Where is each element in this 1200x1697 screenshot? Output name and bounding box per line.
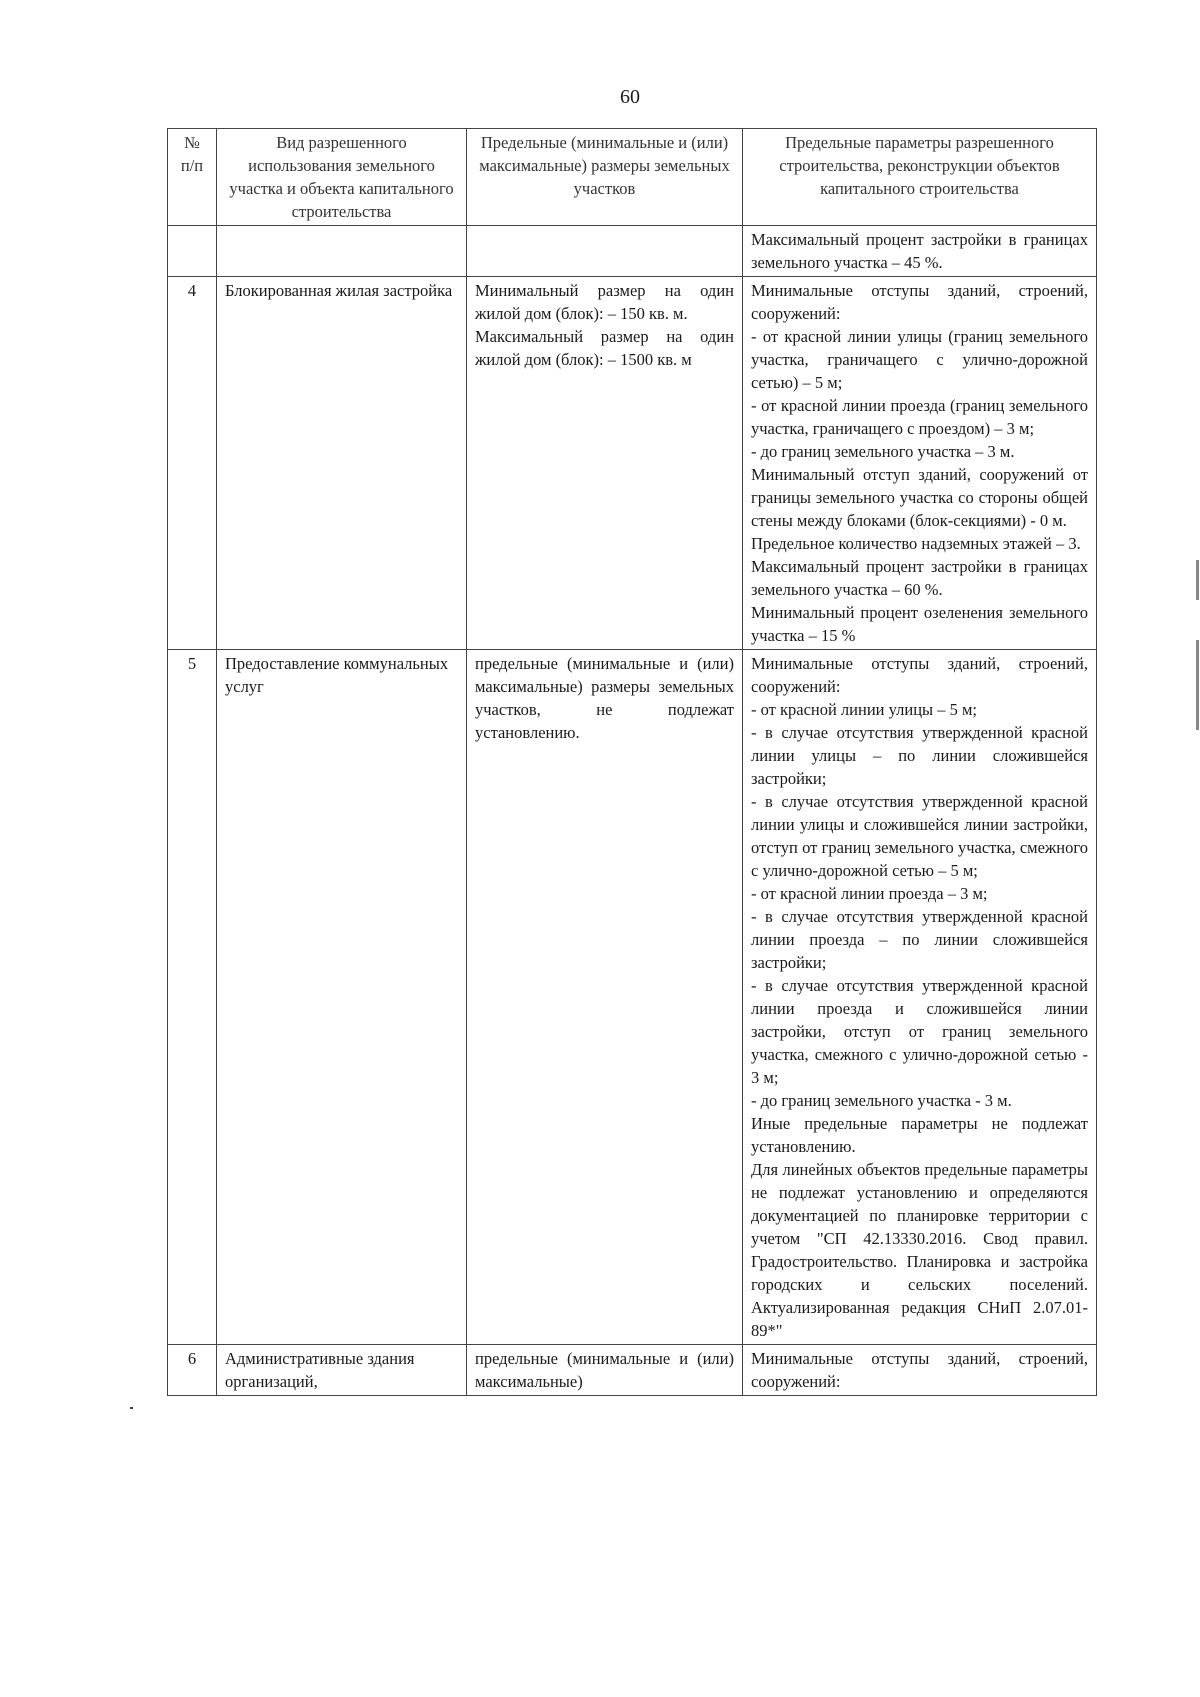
param-line: - от красной линии улицы – 5 м; — [751, 700, 978, 719]
table-row — [168, 277, 1097, 650]
page-number: 60 — [620, 86, 640, 108]
param-line: - до границ земельного участка - 3 м. — [751, 1091, 1012, 1110]
row-use-type — [217, 226, 467, 277]
param-line: Минимальные отступы зданий, строений, сооружений: — [751, 281, 1088, 323]
row-number: 6 — [168, 1345, 217, 1396]
header-plot-sizes: Предельные (минимальные и (или) максимальные) размеры земельных участков — [467, 129, 743, 226]
scan-speck — [130, 1407, 133, 1409]
table-row — [168, 650, 1097, 1345]
row-parameters — [743, 277, 1097, 650]
param-line: Иные предельные параметры не подлежат установлению. — [751, 1114, 1088, 1156]
table-row — [168, 226, 1097, 277]
param-line: Максимальный процент застройки в границах земельного участка – 60 %. — [751, 557, 1088, 599]
regulations-table — [167, 128, 1097, 1396]
header-use-type: Вид разрешенного использования земельного участка и объекта капитального строительства — [217, 129, 467, 226]
param-line: Максимальный процент застройки в границах земельного участка – 45 %. — [751, 230, 1088, 272]
row-number — [168, 226, 217, 277]
size-line: предельные (минимальные и (или) максимальные) — [475, 1349, 734, 1391]
scan-edge-mark — [1196, 640, 1199, 730]
param-line: Предельное количество надземных этажей – 3. — [751, 534, 1081, 553]
row-parameters — [743, 226, 1097, 277]
row-plot-sizes — [467, 1345, 743, 1396]
param-line: Для линейных объектов предельные параметры не подлежат установлению и определяются документацией по планировке территории с учетом "СП 42.13330.2016. Свод правил. Градостроительство. Планировка и застройка городских и сельских поселений. Актуализированная редакция СНиП 2.07.01-89*" — [751, 1160, 1088, 1340]
row-plot-sizes — [467, 226, 743, 277]
param-line: Минимальный процент озеленения земельного участка – 15 % — [751, 603, 1088, 645]
size-line: Минимальный размер на один жилой дом (блок): – 150 кв. м. — [475, 281, 734, 323]
row-number: 4 — [168, 277, 217, 650]
scan-edge-mark — [1196, 560, 1199, 600]
table-header-row — [168, 129, 1097, 226]
param-line: - от красной линии улицы (границ земельного участка, граничащего с улично-дорожной сетью) – 5 м; — [751, 327, 1088, 392]
param-line: Минимальный отступ зданий, сооружений от границы земельного участка со стороны общей стены между блоками (блок-секциями) - 0 м. — [751, 465, 1088, 530]
header-number: № п/п — [168, 129, 217, 226]
size-line: предельные (минимальные и (или) максимальные) размеры земельных участков, не подлежат установлению. — [475, 654, 734, 742]
row-parameters — [743, 650, 1097, 1345]
table-row — [168, 1345, 1097, 1396]
row-number: 5 — [168, 650, 217, 1345]
param-line: - от красной линии проезда – 3 м; — [751, 884, 988, 903]
row-parameters — [743, 1345, 1097, 1396]
param-line: - от красной линии проезда (границ земельного участка, граничащего с проездом) – 3 м; — [751, 396, 1088, 438]
param-line: - в случае отсутствия утвержденной красной линии улицы – по линии сложившейся застройки; — [751, 723, 1088, 788]
param-line: - в случае отсутствия утвержденной красной линии проезда – по линии сложившейся застройки; — [751, 907, 1088, 972]
row-use-type: Административные здания организаций, — [217, 1345, 467, 1396]
row-plot-sizes — [467, 650, 743, 1345]
param-line: Минимальные отступы зданий, строений, сооружений: — [751, 1349, 1088, 1391]
size-line: Максимальный размер на один жилой дом (блок): – 1500 кв. м — [475, 327, 734, 369]
param-line: - в случае отсутствия утвержденной красной линии проезда и сложившейся линии застройки, отступ от границ земельного участка, смежного с улично-дорожной сетью - 3 м; — [751, 976, 1088, 1087]
param-line: - до границ земельного участка – 3 м. — [751, 442, 1015, 461]
row-use-type: Предоставление коммунальных услуг — [217, 650, 467, 1345]
param-line: Минимальные отступы зданий, строений, сооружений: — [751, 654, 1088, 696]
param-line: - в случае отсутствия утвержденной красной линии улицы и сложившейся линии застройки, отступ от границ земельного участка, смежного с улично-дорожной сетью – 5 м; — [751, 792, 1088, 880]
row-plot-sizes — [467, 277, 743, 650]
row-use-type: Блокированная жилая застройка — [217, 277, 467, 650]
header-parameters: Предельные параметры разрешенного строительства, реконструкции объектов капитального строительства — [743, 129, 1097, 226]
